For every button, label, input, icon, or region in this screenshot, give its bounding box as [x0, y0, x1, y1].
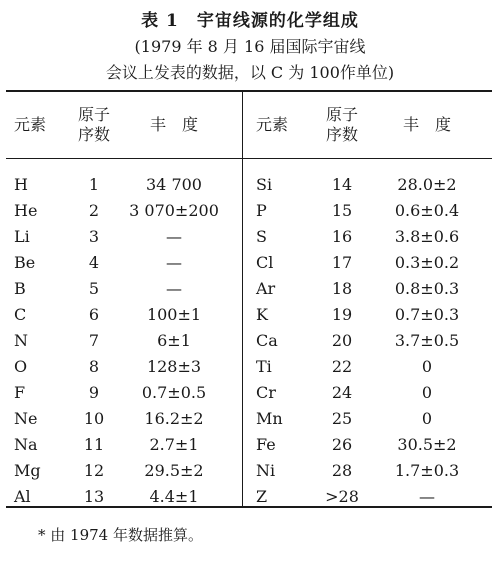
table-title: 表 1 宇宙线源的化学组成 — [141, 11, 359, 31]
right-abundance-cell: 30.5±2 — [397, 435, 457, 454]
right-element-cell: Z — [256, 487, 268, 506]
right-atomic-number-cell: 25 — [331, 409, 353, 428]
left-abundance-cell: 0.7±0.5 — [141, 383, 207, 402]
header-atomic-number-left: 原子 序数 — [77, 105, 110, 144]
left-atomic-number-cell: 13 — [83, 487, 105, 506]
table-row — [6, 328, 492, 354]
left-abundance-cell: 4.4±1 — [149, 487, 199, 506]
left-atomic-number-cell: 7 — [88, 331, 100, 350]
left-abundance-cell: — — [166, 279, 182, 298]
left-element-cell: Be — [14, 253, 36, 272]
right-abundance-cell: 3.7±0.5 — [394, 331, 460, 350]
left-element-cell: F — [14, 383, 26, 402]
right-element-cell: S — [256, 227, 267, 246]
header-element-left: 元素 — [14, 115, 47, 134]
right-atomic-number-cell: 18 — [331, 279, 353, 298]
header-atomic-number-right: 原子 序数 — [325, 105, 358, 144]
left-atomic-number-cell: 3 — [88, 227, 100, 246]
table-row — [6, 198, 492, 224]
table-row — [6, 380, 492, 406]
right-element-cell: Si — [256, 175, 273, 194]
right-abundance-cell: 0.6±0.4 — [394, 201, 460, 220]
right-element-cell: Ti — [256, 357, 272, 376]
left-abundance-cell: 100±1 — [146, 305, 202, 324]
right-element-cell: Cr — [256, 383, 276, 402]
left-abundance-cell: 2.7±1 — [149, 435, 199, 454]
table-row — [6, 276, 492, 302]
left-atomic-number-cell: 6 — [88, 305, 100, 324]
right-element-cell: P — [256, 201, 267, 220]
right-atomic-number-cell: 19 — [331, 305, 353, 324]
right-abundance-cell: 0 — [421, 357, 433, 376]
header-element-right: 元素 — [256, 115, 289, 134]
right-abundance-cell: 0.8±0.3 — [394, 279, 460, 298]
right-abundance-cell: 3.8±0.6 — [394, 227, 460, 246]
table-row — [6, 354, 492, 380]
left-element-cell: H — [14, 175, 28, 194]
left-atomic-number-cell: 5 — [88, 279, 100, 298]
right-abundance-cell: 0.3±0.2 — [394, 253, 460, 272]
right-element-cell: Mn — [256, 409, 283, 428]
left-abundance-cell: 16.2±2 — [144, 409, 204, 428]
table-row — [6, 302, 492, 328]
right-abundance-cell: 0.7±0.3 — [394, 305, 460, 324]
right-abundance-cell: — — [419, 487, 435, 506]
left-atomic-number-cell: 12 — [83, 461, 105, 480]
cosmic-ray-composition-table — [6, 90, 492, 508]
left-element-cell: C — [14, 305, 27, 324]
table-row — [6, 458, 492, 484]
right-atomic-number-cell: 22 — [331, 357, 353, 376]
left-element-cell: He — [14, 201, 38, 220]
right-abundance-cell: 0 — [421, 383, 433, 402]
right-atomic-number-cell: 26 — [331, 435, 353, 454]
footnote: * 由 1974 年数据推算。 — [38, 526, 203, 544]
left-element-cell: Al — [14, 487, 31, 506]
left-atomic-number-cell: 4 — [88, 253, 100, 272]
left-abundance-cell: — — [166, 227, 182, 246]
table-row — [6, 172, 492, 198]
right-element-cell: Ca — [256, 331, 278, 350]
left-element-cell: Mg — [14, 461, 41, 480]
left-element-cell: B — [14, 279, 26, 298]
right-element-cell: K — [256, 305, 268, 324]
right-atomic-number-cell: 20 — [331, 331, 353, 350]
table-subtitle-line1: (1979 年 8 月 16 届国际宇宙线 — [134, 37, 366, 56]
right-atomic-number-cell: 24 — [331, 383, 353, 402]
left-abundance-cell: 128±3 — [146, 357, 202, 376]
right-element-cell: Ar — [256, 279, 276, 298]
left-abundance-cell: 3 070±200 — [129, 201, 219, 220]
left-atomic-number-cell: 11 — [83, 435, 105, 454]
left-atomic-number-cell: 10 — [83, 409, 105, 428]
table-row — [6, 432, 492, 458]
right-abundance-cell: 1.7±0.3 — [394, 461, 460, 480]
right-abundance-cell: 0 — [421, 409, 433, 428]
table-row — [6, 224, 492, 250]
left-element-cell: N — [14, 331, 28, 350]
right-atomic-number-cell: >28 — [325, 487, 359, 506]
table-row — [6, 406, 492, 432]
right-atomic-number-cell: 16 — [331, 227, 353, 246]
left-abundance-cell: 6±1 — [157, 331, 191, 350]
left-abundance-cell: 34 700 — [146, 175, 202, 194]
right-atomic-number-cell: 17 — [331, 253, 353, 272]
left-atomic-number-cell: 8 — [88, 357, 100, 376]
left-element-cell: O — [14, 357, 28, 376]
right-abundance-cell: 28.0±2 — [397, 175, 457, 194]
header-abundance-right: 丰 度 — [402, 115, 451, 134]
left-abundance-cell: — — [166, 253, 182, 272]
right-atomic-number-cell: 28 — [331, 461, 353, 480]
left-abundance-cell: 29.5±2 — [144, 461, 204, 480]
left-element-cell: Ne — [14, 409, 38, 428]
table-row — [6, 250, 492, 276]
left-element-cell: Na — [14, 435, 38, 454]
table-header-rule — [6, 158, 492, 159]
table-row — [6, 484, 492, 510]
header-abundance-left: 丰 度 — [149, 115, 198, 134]
table-body — [6, 172, 492, 510]
left-atomic-number-cell: 2 — [88, 201, 100, 220]
right-atomic-number-cell: 14 — [331, 175, 353, 194]
right-element-cell: Ni — [256, 461, 276, 480]
right-element-cell: Fe — [256, 435, 276, 454]
table-subtitle-line2: 会议上发表的数据，以 C 为 100作单位) — [105, 63, 395, 82]
left-element-cell: Li — [14, 227, 30, 246]
right-element-cell: Cl — [256, 253, 274, 272]
left-atomic-number-cell: 9 — [88, 383, 100, 402]
left-atomic-number-cell: 1 — [88, 175, 100, 194]
right-atomic-number-cell: 15 — [331, 201, 353, 220]
